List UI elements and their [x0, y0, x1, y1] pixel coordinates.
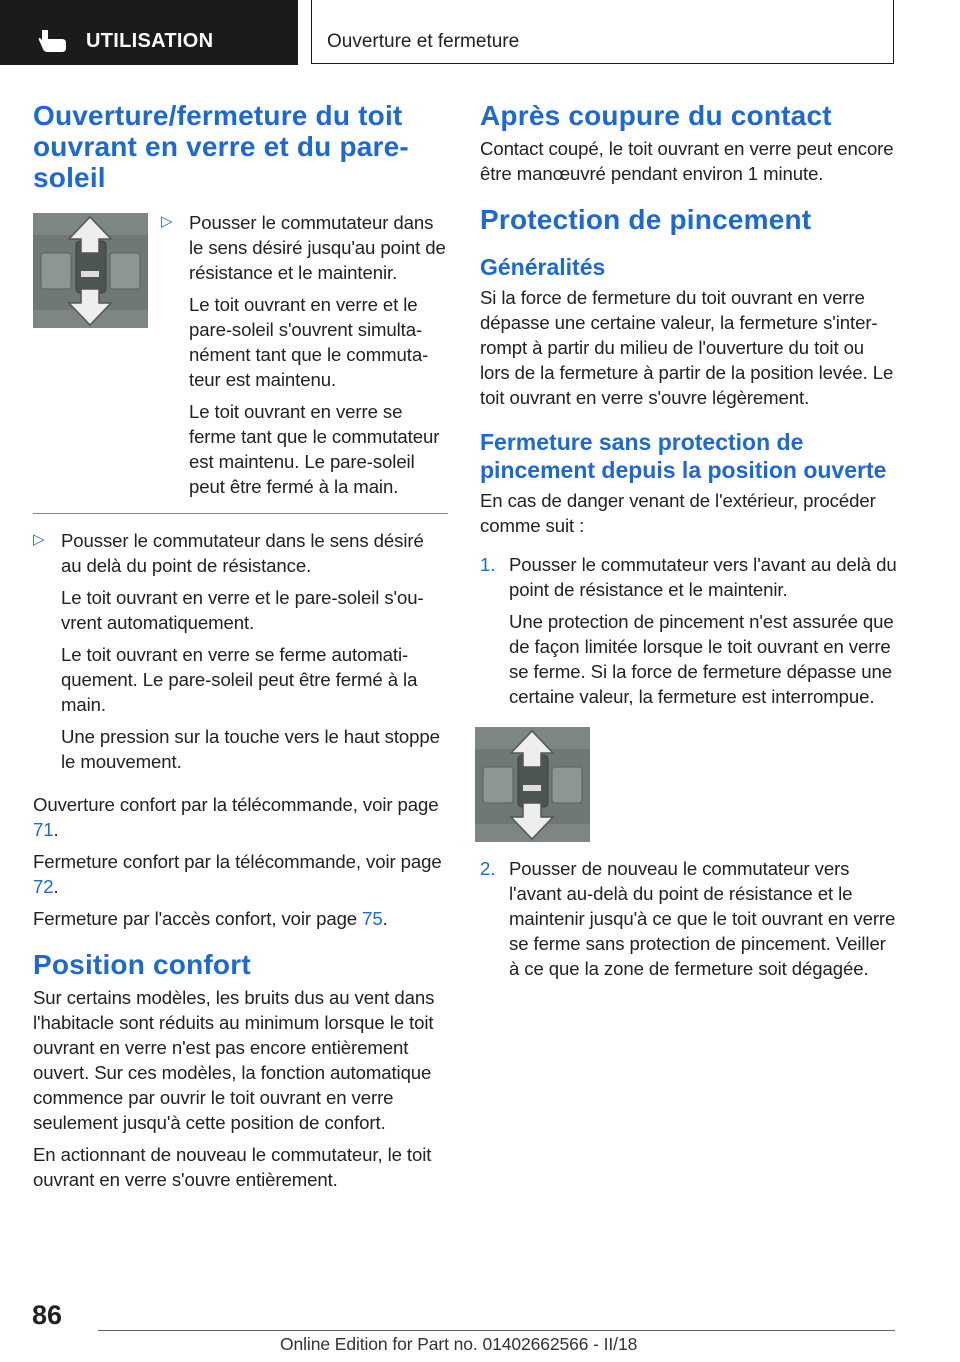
- page-link[interactable]: 71: [33, 819, 54, 840]
- header-section-tab: [0, 0, 298, 65]
- step-text: Pousser de nouveau le commutateur vers l'avant au-delà du point de résistance et le maintenir jusqu'à ce que le toit ouvrant en verre se ferme sans protection de pincement. Veiller à ce que la zone de fermeture soit dégagée.: [509, 858, 896, 979]
- body-paragraph: Sur certains modèles, les bruits dus au vent dans l'habitacle sont réduits au minimum lorsque le toit ouvrant en verre n'est pas encore entièrement ouvert. Sur ces modèles, la fonction automatique commence par ouvrir le toit ouvrant en verre seulement jusqu'à cette position de confort.: [33, 987, 435, 1133]
- page-link[interactable]: 75: [362, 908, 383, 929]
- divider: [33, 513, 448, 514]
- section-title-comfort: Position confort: [33, 949, 251, 980]
- bullet-paragraph: Le toit ouvrant en verre et le pare-soleil s'ouvrent simultanément tant que le commutateur est maintenu.: [189, 294, 429, 390]
- bullet-paragraph: Le toit ouvrant en verre se ferme automatiquement. Le pare-soleil peut être fermé à la main.: [61, 644, 418, 715]
- section-title-opening: Ouverture/fermeture du toit ouvrant en verre et du pare-soleil: [33, 100, 409, 193]
- body-paragraph: En cas de danger venant de l'extérieur, procéder comme suit :: [480, 490, 876, 536]
- body-paragraph: Contact coupé, le toit ouvrant en verre peut encore être manœuvré pendant environ 1 minute.: [480, 138, 894, 184]
- step-paragraph: Une protection de pincement n'est assurée que de façon limitée lorsque le toit ouvrant en verre se ferme. Si la force de fermeture dépasse une certaine valeur, la fermeture est interrompue.: [509, 611, 894, 707]
- bullet-paragraph: Le toit ouvrant en verre et le pare-soleil s'ouvrent automatiquement.: [61, 587, 424, 633]
- bullet-item: [161, 210, 448, 499]
- header-chapter-box: [311, 0, 894, 64]
- hand-pointer-icon: [36, 26, 70, 54]
- footer-divider: [98, 1330, 895, 1331]
- step-number: 2.: [480, 858, 496, 879]
- numbered-step: [480, 856, 898, 981]
- subsection-title-general: Généralités: [480, 254, 606, 280]
- step-text: Pousser le commutateur vers l'avant au delà du point de résistance et le maintenir.: [509, 554, 897, 600]
- bullet-paragraph: Le toit ouvrant en verre se ferme tant que le commutateur est maintenu. Le pare-soleil peut être fermé à la main.: [189, 401, 440, 497]
- chapter-label: Ouverture et fermeture: [327, 31, 520, 52]
- section-title-protection: Protection de pincement: [480, 204, 812, 235]
- section-title-after: Après coupure du contact: [480, 100, 832, 131]
- section-label: UTILISATION: [86, 30, 214, 52]
- bullet-paragraph: Une pression sur la touche vers le haut stoppe le mouvement.: [61, 726, 440, 772]
- switch-illustration-image: [33, 213, 148, 328]
- first-bullet-row: [33, 210, 448, 499]
- numbered-step: [480, 552, 898, 709]
- page-number: 86: [32, 1300, 63, 1330]
- body-paragraph: Si la force de fermeture du toit ouvrant en verre dépasse une certaine valeur, la fermeture s'interrompt à partir du milieu de l'ouverture du toit ou lors de la fermeture à partir de la position levée. Le toit ouvrant en verre s'ouvre légèrement.: [480, 287, 894, 408]
- footer-edition: Online Edition for Part no. 01402662566 - II/18: [280, 1334, 638, 1354]
- reference-paragraph: Ouverture confort par la télécommande, voir page 71.: [33, 794, 439, 840]
- step-number: 1.: [480, 554, 496, 575]
- left-column: [33, 100, 448, 1192]
- bullet-text: Pousser le commutateur dans le sens désiré au delà du point de résistance.: [61, 530, 424, 576]
- body-paragraph: En actionnant de nouveau le commutateur, le toit ouvrant en verre s'ouvre entièrement.: [33, 1144, 432, 1190]
- reference-paragraph: Fermeture par l'accès confort, voir page 75.: [33, 908, 388, 929]
- right-column: [480, 100, 898, 981]
- reference-paragraph: Fermeture confort par la télécommande, voir page 72.: [33, 851, 442, 897]
- switch-illustration-image: [475, 727, 590, 842]
- triangle-bullet-icon: ▷: [161, 213, 173, 230]
- subsection-title-closing: Fermeture sans protection de pincement depuis la position ouverte: [480, 429, 887, 483]
- bullet-text: Pousser le commutateur dans le sens désiré jusqu'au point de résistance et le maintenir.: [189, 212, 446, 283]
- triangle-bullet-icon: ▷: [33, 531, 45, 548]
- page-link[interactable]: 72: [33, 876, 54, 897]
- bullet-item: [33, 528, 448, 774]
